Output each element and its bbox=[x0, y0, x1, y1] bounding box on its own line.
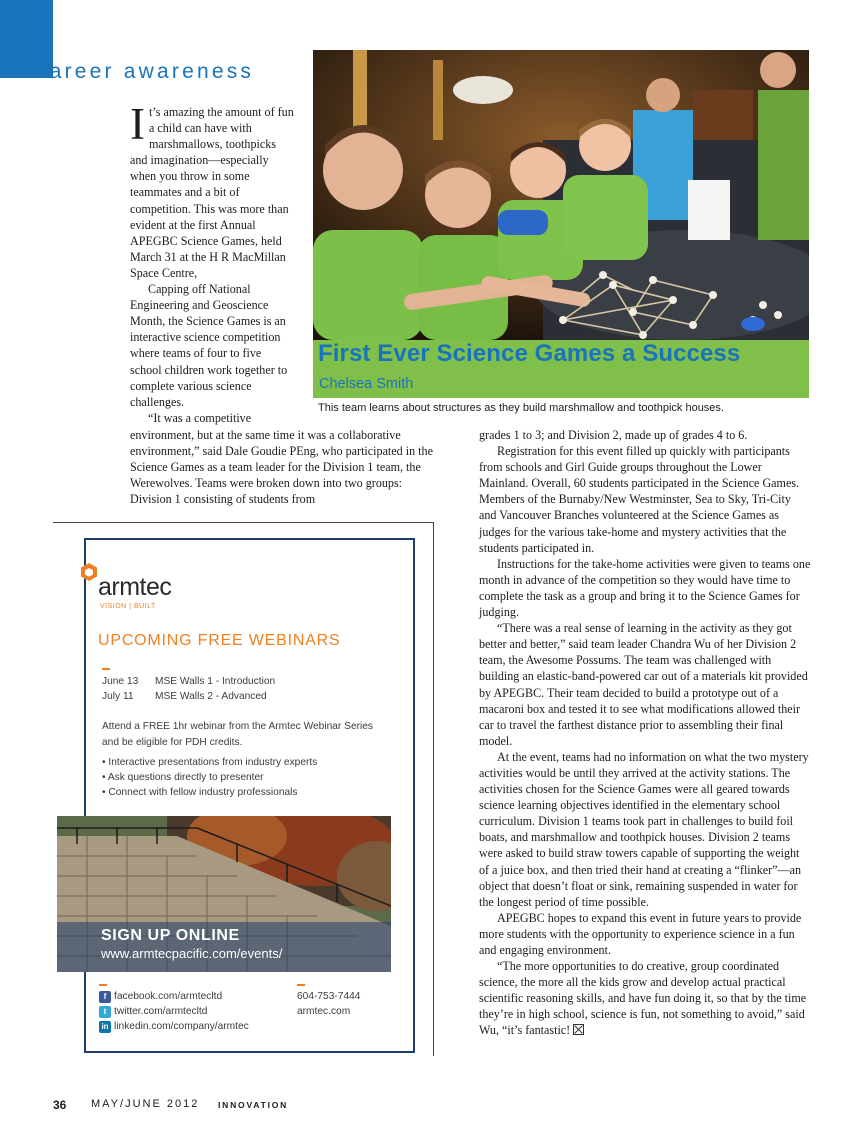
facebook-icon: f bbox=[99, 991, 111, 1003]
ad-frame-rule-right bbox=[433, 522, 434, 1056]
article-paragraph: At the event, teams had no information on what the two mystery activities would be until they arrived at the activity stations. The activities chosen for the Science Games were all geared towards science learning objectives identified in the elementary school curriculum. Division 1 teams took part in challenges to build foil boats, and marshmallow and toothpick houses. Division 2 teams were asked to build straw towers capable of supporting the weight of a juice box, and then tried their hand at creating a “flinker”—an object that doesn’t float or sink, remaining suspended in water for the longest period of time possible. bbox=[479, 749, 809, 909]
twitter-icon: t bbox=[99, 1006, 111, 1018]
article-column-wide bbox=[130, 427, 442, 507]
website-link[interactable]: armtec.com bbox=[297, 1006, 351, 1017]
article-paragraph-final: “The more opportunities to do creative, group coordinated science, the more all the kids grow and develop actual practical scientific reasoning skills, and have fun doing it, so that by the time they’re in high school, science is fun, not something to avoid,” said Wu, “it’s fantastic! bbox=[479, 959, 807, 1038]
article-column-narrow bbox=[130, 99, 295, 426]
article-paragraph: “It was a competitive bbox=[148, 410, 252, 425]
article-byline: Chelsea Smith bbox=[319, 376, 414, 392]
issue-date: MAY/JUNE 2012 bbox=[91, 1098, 200, 1110]
social-link-twitter[interactable]: t twitter.com/armtecltd bbox=[99, 1004, 249, 1019]
webinar-row[interactable]: July 11 MSE Walls 2 - Advanced bbox=[102, 691, 267, 702]
list-item: • Ask questions directly to presenter bbox=[102, 772, 264, 783]
article-paragraph: Instructions for the take-home activities were given to teams one month in advance of the competition so they would have time to complete the task as a group and bring it to the Science Games for judging. bbox=[479, 556, 811, 620]
webinar-row[interactable]: June 13 MSE Walls 1 - Introduction bbox=[102, 676, 276, 687]
article-headline: First Ever Science Games a Success bbox=[318, 340, 741, 367]
social-links bbox=[99, 989, 249, 1034]
article-photo bbox=[313, 50, 809, 340]
magazine-name: INNOVATION bbox=[218, 1100, 289, 1110]
ad-divider-dash bbox=[297, 984, 305, 986]
armtec-logo-icon bbox=[81, 563, 97, 586]
intro-paragraph: It’s amazing the amount of fun a child can have with marshmallows, toothpicks and imagination—especially when you throw in some teammates and a bit of competition. This was more than evident at the first Annual APEGBC Science Games, held March 31 at the H R MacMillan Space Centre, bbox=[130, 99, 294, 280]
webinar-schedule bbox=[102, 674, 275, 704]
article-paragraph: grades 1 to 3; and Division 2, made up of grades 4 to 6. bbox=[479, 428, 748, 442]
article-paragraph: Registration for this event filled up quickly with participants from schools and Girl Guide groups throughout the Lower Mainland. Overall, 60 students participated in the Science Games. Members of the Burnaby/New Westminster, Sea to Sky, Tri-City and Vancouver Branches volunteered at the Science Games as judges for the various take-home and mystery activities that the students participated in. bbox=[479, 444, 800, 555]
article-column-right bbox=[479, 427, 811, 1039]
ad-divider-dash bbox=[102, 668, 110, 670]
signup-heading[interactable]: SIGN UP ONLINE bbox=[101, 927, 240, 944]
events-link[interactable]: www.armtecpacific.com/events/ bbox=[101, 946, 283, 961]
article-paragraph: APEGBC hopes to expand this event in future years to provide more students with the opportunity to experience science in a fun and engaging environment. bbox=[479, 910, 802, 957]
kids-building-photo bbox=[313, 50, 809, 340]
article-paragraph: environment, but at the same time it was a collaborative environment,” said Dale Goudie PEng, who participated in the Science Games as a team leader for the Division 1 team, the Werewolves. Teams were broken down into two groups: Division 1 consisting of students from bbox=[130, 428, 433, 507]
ad-intro-text: Attend a FREE 1hr webinar from the Armtec Webinar Series and be eligible for PDH credits. bbox=[102, 721, 374, 748]
social-link-linkedin[interactable]: in linkedin.com/company/armtec bbox=[99, 1019, 249, 1034]
ad-frame-rule-top bbox=[53, 522, 434, 523]
section-title: career awareness bbox=[36, 60, 255, 83]
ad-tagline: VISION | BUILT bbox=[100, 603, 156, 610]
ad-divider-dash bbox=[99, 984, 107, 986]
article-paragraph: Capping off National Engineering and Geoscience Month, the Science Games is an interactive science competition where teams of four to five school children work together to complete various science challenges. bbox=[130, 282, 288, 409]
phone-number[interactable]: 604-753-7444 bbox=[297, 991, 361, 1002]
list-item: • Connect with fellow industry professionals bbox=[102, 787, 298, 798]
ad-brand: armtec bbox=[98, 573, 172, 601]
article-paragraph: “There was a real sense of learning in the activity as they got better and better,” said team leader Chandra Wu of her Division 2 team, the Awesome Possums. The team was challenged with building an elastic-band-powered car out of a materials kit provided by APEGBC. Their team decided to build a prototype out of a macaroni box and tested it to see what modifications allowed their car to travel the farthest distance prior to assembling their final model. bbox=[479, 621, 808, 748]
page-number: 36 bbox=[53, 1098, 67, 1112]
drop-cap: I bbox=[130, 99, 145, 149]
linkedin-icon: in bbox=[99, 1021, 111, 1033]
social-link-facebook[interactable]: f facebook.com/armtecltd bbox=[99, 989, 249, 1004]
photo-caption: This team learns about structures as they build marshmallow and toothpick houses. bbox=[318, 402, 724, 414]
end-mark-icon bbox=[573, 1024, 584, 1035]
ad-contact bbox=[297, 989, 360, 1019]
list-item: • Interactive presentations from industry experts bbox=[102, 757, 318, 768]
ad-benefits-list bbox=[102, 755, 317, 800]
ad-heading: UPCOMING FREE WEBINARS bbox=[98, 632, 341, 649]
